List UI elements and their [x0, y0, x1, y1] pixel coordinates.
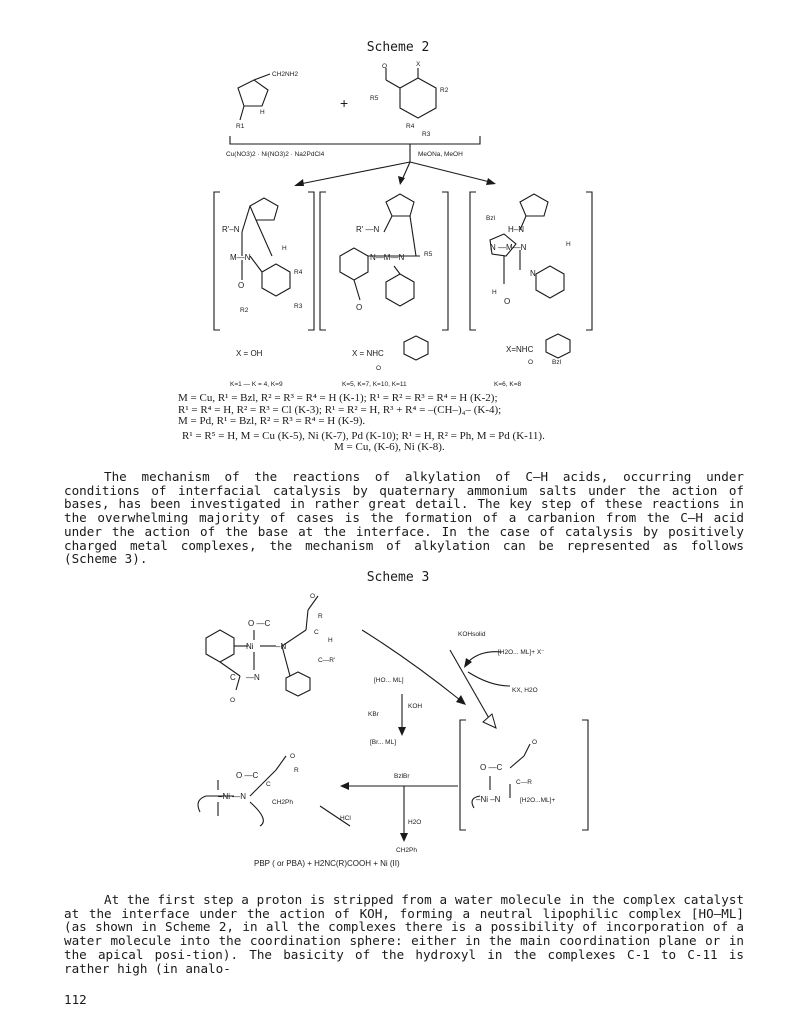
svg-text:–N: –N [276, 642, 287, 651]
series-middle: K=5, K=7, K=10, K=11 [342, 381, 407, 388]
svg-text:R4: R4 [406, 123, 415, 130]
h2o-label: H2O [408, 819, 422, 826]
svg-text:H: H [492, 289, 497, 296]
svg-text:C: C [314, 629, 319, 636]
svg-text:M—N: M—N [230, 253, 251, 262]
svg-text:H: H [566, 241, 571, 248]
svg-text:–Ni —N: –Ni —N [218, 792, 247, 801]
ketone-reactant [386, 68, 436, 118]
svg-text:O —C: O —C [248, 619, 271, 628]
x-right-label: X=NHC [506, 345, 534, 354]
ch2ph-left-label: CH2Ph [272, 799, 293, 806]
svg-text:C: C [266, 781, 271, 788]
svg-text:R2: R2 [240, 307, 249, 314]
scheme-2-caption [178, 393, 738, 454]
svg-text:R5: R5 [370, 95, 379, 102]
svg-text:R' —N: R' —N [356, 225, 380, 234]
reagent-right: MeONa, MeOH [418, 151, 463, 158]
body-paragraph-2 [64, 893, 744, 975]
svg-text:C: C [230, 673, 236, 682]
svg-text:–Ni –N: –Ni –N [476, 795, 501, 804]
x-middle-label: X = NHC [352, 349, 384, 358]
svg-text:H: H [328, 637, 333, 644]
ho-ml-label: [HO... ML] [374, 677, 404, 684]
svg-text:O: O [382, 63, 388, 70]
x-left-label: X = OH [236, 349, 263, 358]
series-left: K=1 — K = 4, K=9 [230, 381, 283, 388]
kbr-label: KBr [368, 711, 379, 718]
svg-text:O: O [528, 359, 534, 366]
svg-text:R: R [294, 767, 299, 774]
paragraph-2-text: At the first step a proton is stripped from a water molecule in the complex catalyst at the interface under the action of KOH, forming a neutral lipophilic complex [HO—ML] (as shown in Scheme 2, in all the complexes there is a possibility of incorporation of a water molecule into the coordination sphere: either in the main coordination plane or in the apical posi-tion). The basicity of the hydroxyl in the complexes C-1 to C-11 is rather high (in analo- [64, 892, 744, 976]
series-right: K=6, K=8 [494, 381, 522, 388]
svg-text:O: O [230, 697, 236, 704]
br-ml-label: [Br... ML] [370, 739, 397, 746]
svg-text:+: + [340, 95, 349, 111]
svg-text:H: H [282, 245, 287, 252]
svg-text:R3: R3 [422, 131, 431, 138]
kx-h2o-label: KX, H2O [512, 687, 538, 694]
body-paragraph-1 [64, 470, 744, 566]
svg-text:O: O [504, 297, 511, 306]
reagent-left: Cu(NO3)2 · Ni(NO3)2 · Na2PdCl4 [226, 151, 325, 158]
scheme-2-diagram [190, 60, 620, 390]
bzlbr-label: BzlBr [394, 773, 410, 780]
svg-text:O: O [290, 753, 296, 760]
svg-text:O: O [310, 593, 316, 600]
svg-text:O: O [356, 303, 363, 312]
svg-text:R3: R3 [294, 303, 303, 310]
caption-line: R¹ = R⁵ = H, M = Cu (K-5), Ni (K-7), Pd (K-10); R¹ = H, R² = Ph, M = Pd (K-11). [182, 429, 545, 442]
svg-text:O: O [376, 365, 382, 372]
svg-text:Ni: Ni [246, 642, 254, 651]
svg-text:Bzl: Bzl [552, 359, 562, 366]
svg-text:Bzl: Bzl [486, 215, 496, 222]
pyrrolidine-reactant [238, 74, 270, 120]
svg-text:R2: R2 [440, 87, 449, 94]
svg-text:O —C: O —C [236, 771, 259, 780]
svg-text:O: O [238, 281, 245, 290]
caption-line: M = Cu, (K-6), Ni (K-8). [334, 441, 445, 453]
svg-text:CH2NH2: CH2NH2 [272, 71, 299, 78]
svg-text:N: N [530, 269, 536, 278]
svg-text:N —M—N: N —M—N [490, 243, 527, 252]
scheme-3-diagram [190, 590, 620, 870]
svg-text:C—R: C—R [516, 779, 532, 786]
h2o-ml-plus-label: [H2O...ML]+ [520, 797, 556, 804]
page-number: 112 [64, 992, 87, 1007]
svg-text:C—R': C—R' [318, 657, 336, 664]
caption-line: R¹ = R⁴ = H, R² = R³ = Cl (K-3); R¹ = R² = H, R³ + R⁴ = –(CH–)₄– (K-4); [178, 403, 502, 416]
svg-text:O —C: O —C [480, 763, 503, 772]
koh-label: KOH [408, 703, 423, 710]
svg-text:O: O [532, 739, 538, 746]
ch2ph-bottom-label: CH2Ph [396, 847, 417, 854]
caption-line: M = Pd, R¹ = Bzl, R² = R³ = R⁴ = H (K-9). [178, 415, 366, 427]
svg-text:N—M—N: N—M—N [370, 253, 405, 262]
hcl-label: HCl [340, 815, 351, 822]
scheme-3-title: Scheme 3 [366, 570, 430, 585]
svg-text:R4: R4 [294, 269, 303, 276]
svg-text:R'–N: R'–N [222, 225, 240, 234]
paragraph-1-text: The mechanism of the reactions of alkylation of C—H acids, occurring under conditions of interfacial catalysis by quaternary ammonium salts under the action of bases, has been investigated in rather great detail. The key step of these reactions in the overwhelming majority of cases is the formation of a carbanion from the C—H acid under the action of the base at the interface. In the case of catalysis by positively charged metal complexes, the mechanism of alkylation can be represented as follows (Scheme 3). [64, 469, 744, 567]
svg-text:H–N: H–N [508, 225, 525, 234]
h2o-ml-x-label: [H2O... ML]+ X⁻ [498, 649, 545, 656]
caption-line: M = Cu, R¹ = Bzl, R² = R³ = R⁴ = H (K-1); R¹ = R² = R³ = R⁴ = H (K-2); [178, 392, 498, 404]
scheme-2-title: Scheme 2 [366, 40, 430, 55]
svg-text:—N: —N [246, 673, 260, 682]
svg-text:R: R [318, 613, 323, 620]
svg-text:R1: R1 [236, 123, 245, 130]
svg-text:X: X [416, 61, 421, 68]
svg-text:R5: R5 [424, 251, 433, 258]
product-label: PBP ( or PBA) + H2NC(R)COOH + Ni (II) [254, 859, 400, 868]
koh-solid-label: KOHsolid [458, 631, 486, 638]
svg-text:H: H [260, 109, 265, 116]
